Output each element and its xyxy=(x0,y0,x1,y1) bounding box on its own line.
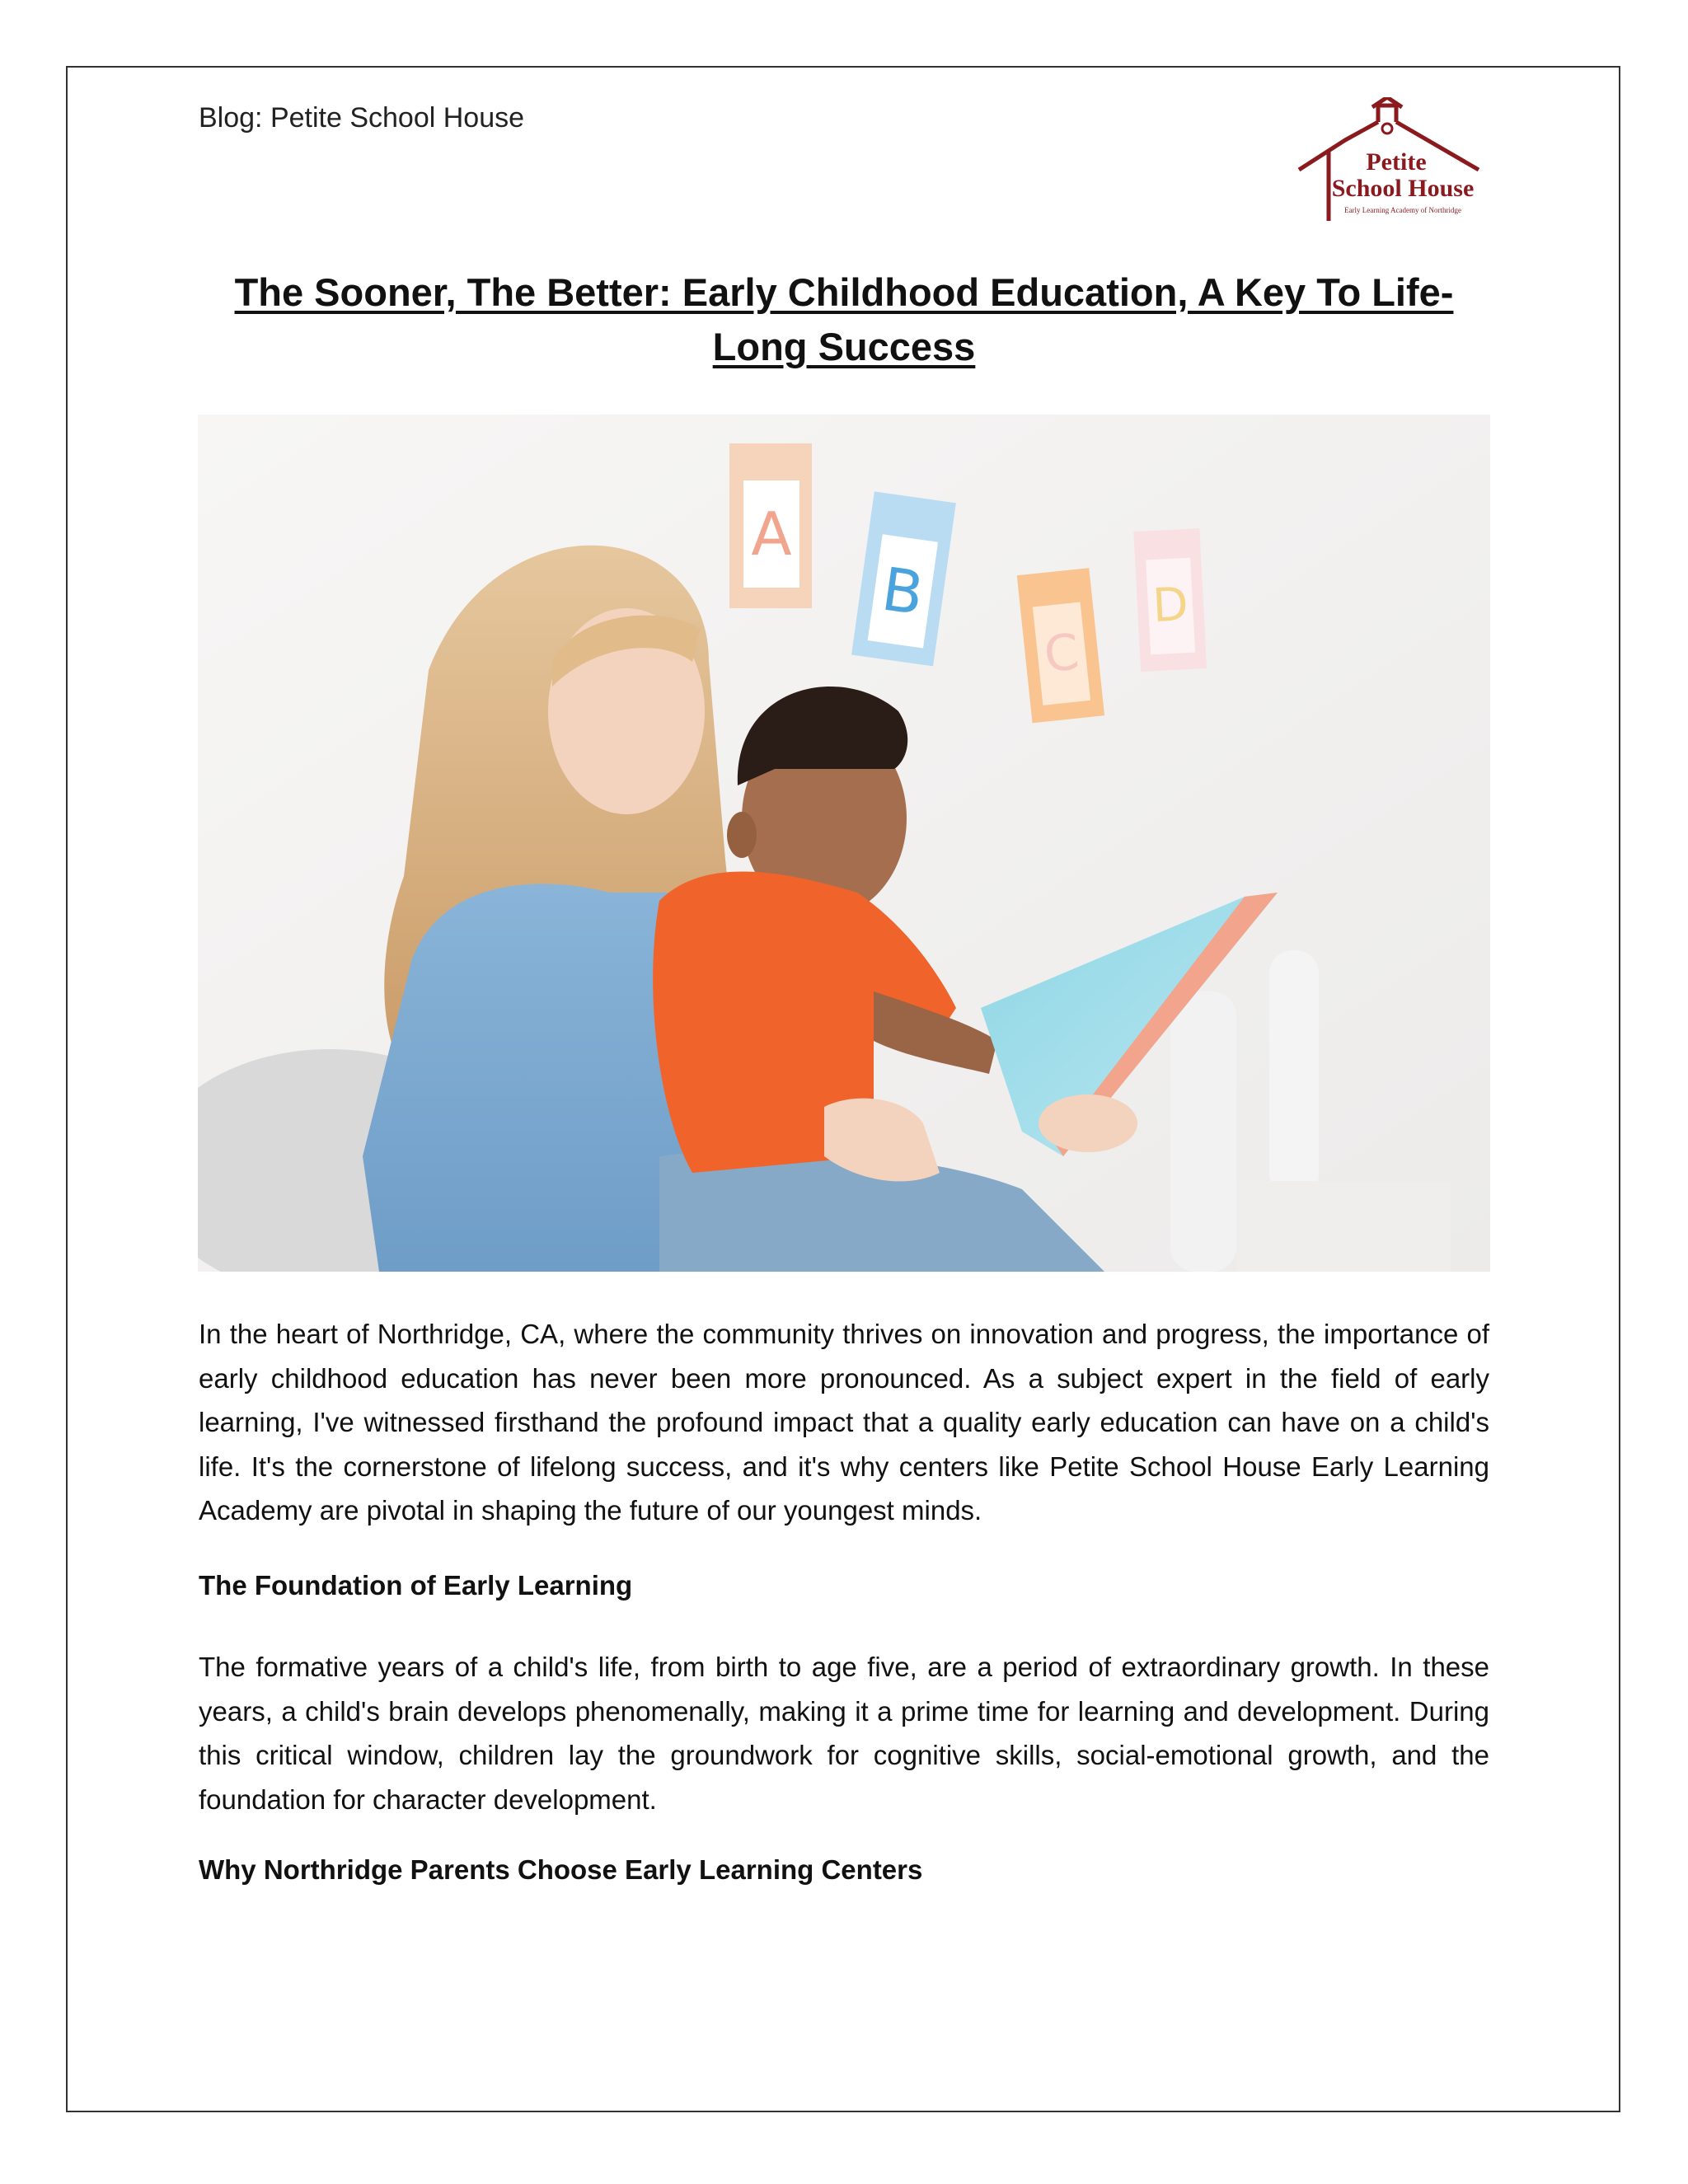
wall-letter-c: C xyxy=(1041,623,1082,685)
hero-image xyxy=(198,415,1490,1272)
intro-paragraph: In the heart of Northridge, CA, where the community thrives on innovation and progress, the importance of early childhood education has never been more pronounced. As a subject expert in the field of early learning, I've witnessed firsthand the profound impact that a quality early education can have on a child's life. It's the cornerstone of lifelong success, and it's why centers like Petite School House Early Learning Academy are pivotal in shaping the future of our youngest minds. xyxy=(199,1319,1489,1526)
wall-letter-card-d xyxy=(1133,528,1207,672)
logo-tagline: Early Learning Academy of Northridge xyxy=(1344,206,1461,214)
wall-letter-d: D xyxy=(1151,577,1190,634)
school-logo xyxy=(1296,97,1482,221)
wall-letter-b: B xyxy=(878,554,928,629)
logo-line1: Petite xyxy=(1366,148,1427,176)
wall-letter-card-a xyxy=(729,443,812,608)
logo-line2: School House xyxy=(1331,175,1475,202)
blog-label: Blog: Petite School House xyxy=(199,102,525,134)
section-heading-foundation: The Foundation of Early Learning xyxy=(199,1570,633,1601)
wall-letter-a: A xyxy=(751,499,792,569)
foundation-paragraph: The formative years of a child's life, from birth to age five, are a period of extraordinary growth. In these years, a child's brain develops phenomenally, making it a prime time for learning and development. During this critical window, children lay the groundwork for cognitive skills, social-emotional growth, and the foundation for character development. xyxy=(199,1652,1489,1815)
article-title: The Sooner, The Better: Early Childhood Education, A Key To Life-Long Success xyxy=(234,270,1454,368)
section-heading-why-parents: Why Northridge Parents Choose Early Learning Centers xyxy=(199,1854,923,1885)
wall-letter-card-c xyxy=(1017,568,1104,723)
